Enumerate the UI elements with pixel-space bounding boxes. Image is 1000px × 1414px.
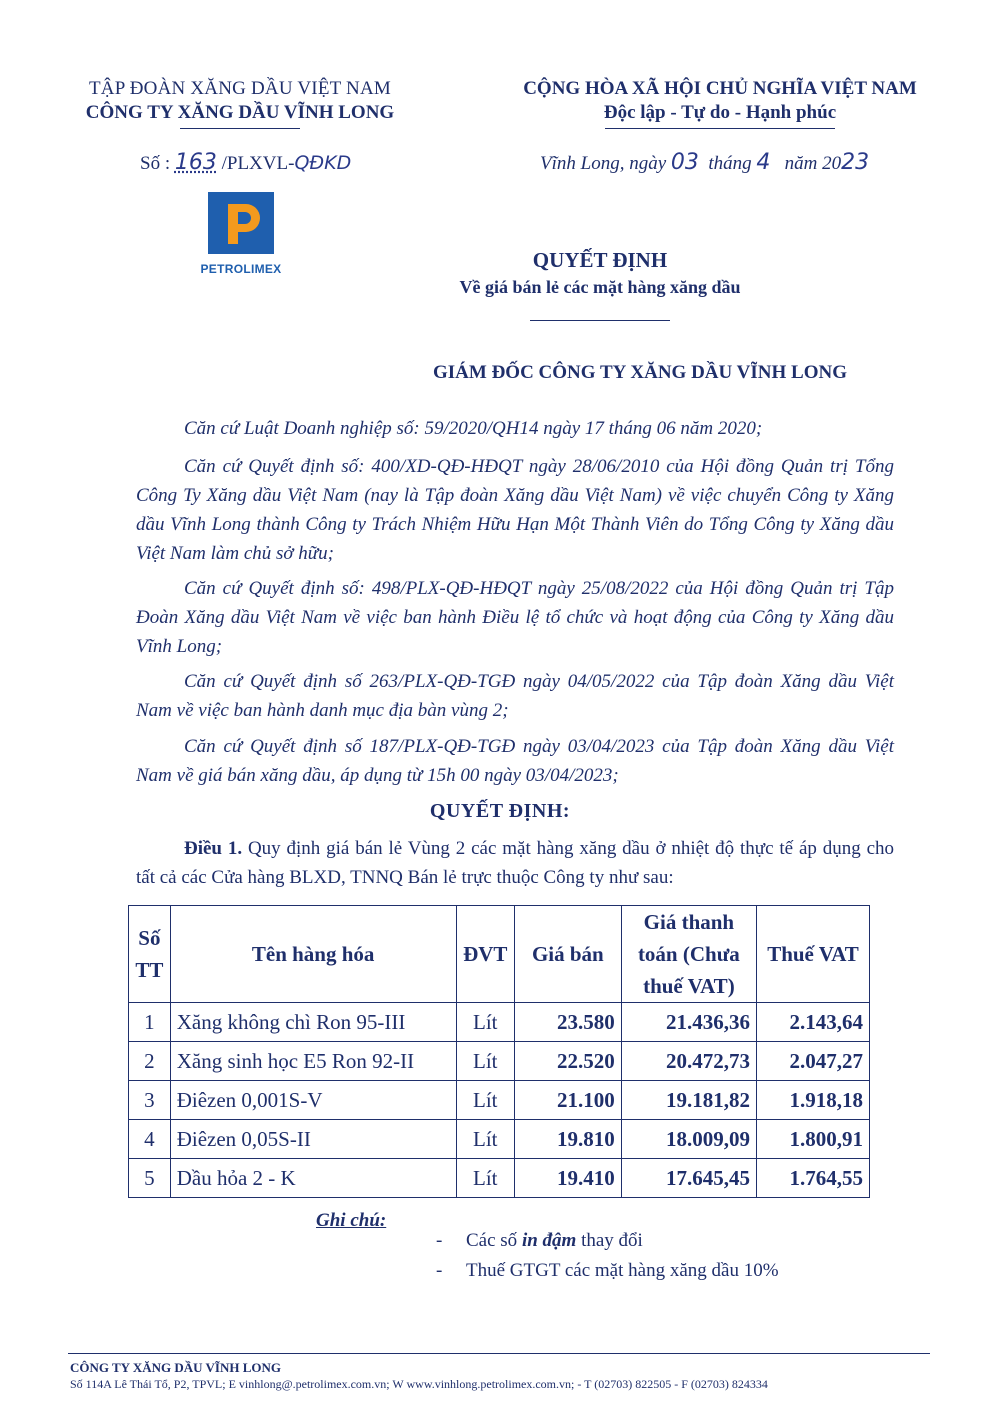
- number-handwritten: 163: [174, 150, 217, 175]
- row-unit: Lít: [456, 1003, 514, 1042]
- note-2-text: Thuế GTGT các mặt hàng xăng dầu 10%: [466, 1260, 779, 1281]
- director-heading: GIÁM ĐỐC CÔNG TY XĂNG DẦU VĨNH LONG: [433, 362, 847, 383]
- row-name: Xăng không chì Ron 95-III: [170, 1003, 456, 1042]
- date-year-label: năm 20: [784, 153, 842, 174]
- header-unit: ĐVT: [456, 906, 514, 1003]
- header-pre-vat: Giá thanh toán (Chưa thuế VAT): [621, 906, 756, 1003]
- row-name: Điêzen 0,001S-V: [170, 1081, 456, 1120]
- row-no: 2: [129, 1042, 171, 1081]
- row-no: 1: [129, 1003, 171, 1042]
- row-unit: Lít: [456, 1081, 514, 1120]
- footer-divider: [68, 1353, 930, 1354]
- article-1: [136, 834, 894, 892]
- row-vat: 1.764,55: [757, 1159, 870, 1198]
- document-number: [140, 150, 351, 175]
- table-row: [129, 1003, 870, 1042]
- row-no: 5: [129, 1159, 171, 1198]
- row-unit: Lít: [456, 1159, 514, 1198]
- row-name: Điêzen 0,05S-II: [170, 1120, 456, 1159]
- company-name: CÔNG TY XĂNG DẦU VĨNH LONG: [85, 102, 395, 123]
- row-pre-vat: 21.436,36: [621, 1003, 756, 1042]
- row-vat: 1.918,18: [757, 1081, 870, 1120]
- row-price: 23.580: [514, 1003, 621, 1042]
- row-vat: 1.800,91: [757, 1120, 870, 1159]
- note-2: [436, 1260, 779, 1282]
- note-1-post: thay đổi: [576, 1230, 643, 1251]
- footer-company: CÔNG TY XĂNG DẦU VĨNH LONG: [70, 1360, 282, 1375]
- date-month: 4: [756, 150, 771, 175]
- table-row: [129, 1042, 870, 1081]
- note-bullet: -: [436, 1230, 443, 1251]
- row-unit: Lít: [456, 1120, 514, 1159]
- row-name: Xăng sinh học E5 Ron 92-II: [170, 1042, 456, 1081]
- row-unit: Lít: [456, 1042, 514, 1081]
- country-name: CỘNG HÒA XÃ HỘI CHỦ NGHĨA VIỆT NAM: [523, 78, 917, 99]
- motto-underline: [605, 128, 835, 129]
- table-row: [129, 1159, 870, 1198]
- note-1: [436, 1230, 643, 1252]
- basis-2: Căn cứ Quyết định số: 400/XD-QĐ-HĐQT ngày 28/06/2010 của Hội đồng Quản trị Tổng Công Ty Xăng dầu Việt Nam (nay là Tập đoàn Xăng dầu Việt Nam) về việc chuyển Công ty Xăng dầu Vĩnh Long thành Công ty Trách Nhiệm Hữu Hạn Một Thành Viên do Tổng Công ty Xăng dầu Việt Nam làm chủ sở hữu;: [136, 456, 894, 564]
- date-year: 23: [841, 150, 870, 175]
- table-row: [129, 1120, 870, 1159]
- header-name: Tên hàng hóa: [170, 906, 456, 1003]
- group-name: TẬP ĐOÀN XĂNG DẦU VIỆT NAM: [89, 78, 391, 99]
- logo-label: PETROLIMEX: [200, 262, 282, 276]
- row-no: 4: [129, 1120, 171, 1159]
- header-price: Giá bán: [514, 906, 621, 1003]
- decision-title: [400, 248, 800, 321]
- motto: Độc lập - Tự do - Hạnh phúc: [603, 102, 837, 123]
- date-day: 03: [670, 150, 699, 175]
- header-vat: Thuế VAT: [757, 906, 870, 1003]
- note-1-bold: in đậm: [521, 1230, 577, 1251]
- price-table: [128, 905, 870, 1198]
- row-price: 22.520: [514, 1042, 621, 1081]
- issuer-block: [60, 78, 420, 129]
- row-pre-vat: 19.181,82: [621, 1081, 756, 1120]
- document-date: [540, 150, 869, 175]
- row-vat: 2.047,27: [757, 1042, 870, 1081]
- row-price: 19.410: [514, 1159, 621, 1198]
- title-main: QUYẾT ĐỊNH: [532, 248, 668, 272]
- note-1-pre: Các số: [466, 1230, 522, 1251]
- table-row: [129, 1081, 870, 1120]
- row-no: 3: [129, 1081, 171, 1120]
- row-price: 21.100: [514, 1081, 621, 1120]
- date-place: Vĩnh Long, ngày: [540, 153, 667, 174]
- basis-1: Căn cứ Luật Doanh nghiệp số: 59/2020/QH14 ngày 17 tháng 06 năm 2020;: [184, 418, 763, 439]
- row-pre-vat: 20.472,73: [621, 1042, 756, 1081]
- row-price: 19.810: [514, 1120, 621, 1159]
- header-no: Số TT: [129, 906, 171, 1003]
- row-pre-vat: 17.645,45: [621, 1159, 756, 1198]
- footer-address: Số 114A Lê Thái Tổ, P2, TPVL; E vinhlong@.petrolimex.com.vn; W www.vinhlong.petrolimex.com.vn; - T (02703) 822505 - F (02703) 824334: [70, 1377, 768, 1391]
- issuer-underline: [180, 128, 300, 129]
- basis-4: Căn cứ Quyết định số 263/PLX-QĐ-TGĐ ngày 04/05/2022 của Tập đoàn Xăng dầu Việt Nam về việc ban hành danh mục địa bàn vùng 2;: [136, 671, 894, 721]
- article-1-label: Điều 1.: [184, 838, 243, 859]
- number-prefix: Số :: [140, 153, 171, 174]
- decision-heading: QUYẾT ĐỊNH:: [429, 800, 571, 822]
- petrolimex-logo-icon: [208, 192, 274, 254]
- notes-title: Ghi chú:: [316, 1210, 387, 1231]
- title-rule: [530, 320, 670, 321]
- note-bullet: -: [436, 1260, 443, 1281]
- basis-5: Căn cứ Quyết định số 187/PLX-QĐ-TGĐ ngày 03/04/2023 của Tập đoàn Xăng dầu Việt Nam về giá bán xăng dầu, áp dụng từ 15h 00 ngày 03/04/2023;: [136, 736, 894, 786]
- number-suffix-handwritten: QĐKD: [294, 152, 352, 174]
- title-subtitle: Về giá bán lẻ các mặt hàng xăng dầu: [459, 277, 741, 297]
- article-1-text: Quy định giá bán lẻ Vùng 2 các mặt hàng xăng dầu ở nhiệt độ thực tế áp dụng cho tất cả các Cửa hàng BLXD, TNNQ Bán lẻ trực thuộc Công ty như sau:: [136, 838, 895, 888]
- date-month-label: tháng: [708, 153, 752, 174]
- basis-3: Căn cứ Quyết định số: 498/PLX-QĐ-HĐQT ngày 25/08/2022 của Hội đồng Quản trị Tập Đoàn Xăng dầu Việt Nam về việc ban hành Điều lệ tổ chức và hoạt động của Công ty Xăng dầu Vĩnh Long;: [136, 578, 894, 657]
- row-name: Dầu hỏa 2 - K: [170, 1159, 456, 1198]
- national-block: [495, 78, 945, 129]
- row-pre-vat: 18.009,09: [621, 1120, 756, 1159]
- row-vat: 2.143,64: [757, 1003, 870, 1042]
- table-header-row: [129, 906, 870, 1003]
- logo-emblem: [208, 192, 274, 254]
- number-suffix: /PLXVL-: [221, 153, 295, 174]
